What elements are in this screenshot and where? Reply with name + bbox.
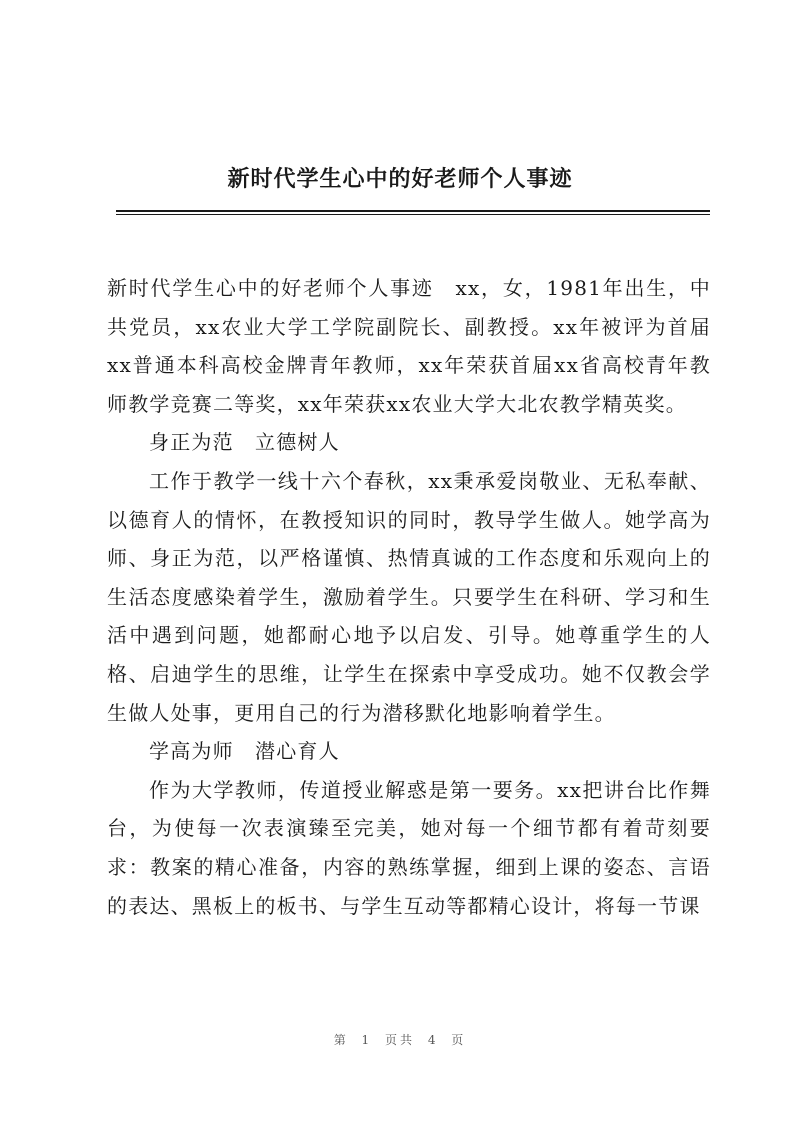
page-footer: 第 1 页共 4 页 — [333, 1033, 467, 1047]
document-title: 新时代学生心中的好老师个人事迹 — [227, 166, 573, 192]
intro-paragraph: 新时代学生心中的好老师个人事迹 xx，女，1981年出生，中共党员，xx农业大学工学院副院长、副教授。xx年被评为首届xx普通本科高校金牌青年教师，xx年荣获首届xx省高校青年教师教学竞赛二等奖，xx年荣获xx农业大学大北农教学精英奖。 — [107, 276, 711, 416]
section-paragraph-2: 作为大学教师，传道授业解惑是第一要务。xx把讲台比作舞台，为使每一次表演臻至完美，她对每一个细节都有着苛刻要求：教案的精心准备，内容的熟练掌握，细到上课的姿态、言语的表达、黑板上的板书、与学生互动等都精心设计，将每一节课 — [107, 777, 711, 918]
document-body — [107, 269, 711, 925]
title-underline-thin — [116, 214, 710, 215]
section-heading-2: 学高为师 潜心育人 — [149, 739, 340, 764]
title-underline — [116, 210, 710, 212]
section-paragraph-1: 工作于教学一线十六个春秋，xx秉承爱岗敬业、无私奉献、以德育人的情怀，在教授知识的同时，教导学生做人。她学高为师、身正为范，以严格谨慎、热情真诚的工作态度和乐观向上的生活态度感染着学生，激励着学生。只要学生在科研、学习和生活中遇到问题，她都耐心地予以启发、引导。她尊重学生的人格、启迪学生的思维，让学生在探索中享受成功。她不仅教会学生做人处事，更用自己的行为潜移默化地影响着学生。 — [107, 468, 711, 725]
section-heading-1: 身正为范 立德树人 — [149, 430, 340, 455]
